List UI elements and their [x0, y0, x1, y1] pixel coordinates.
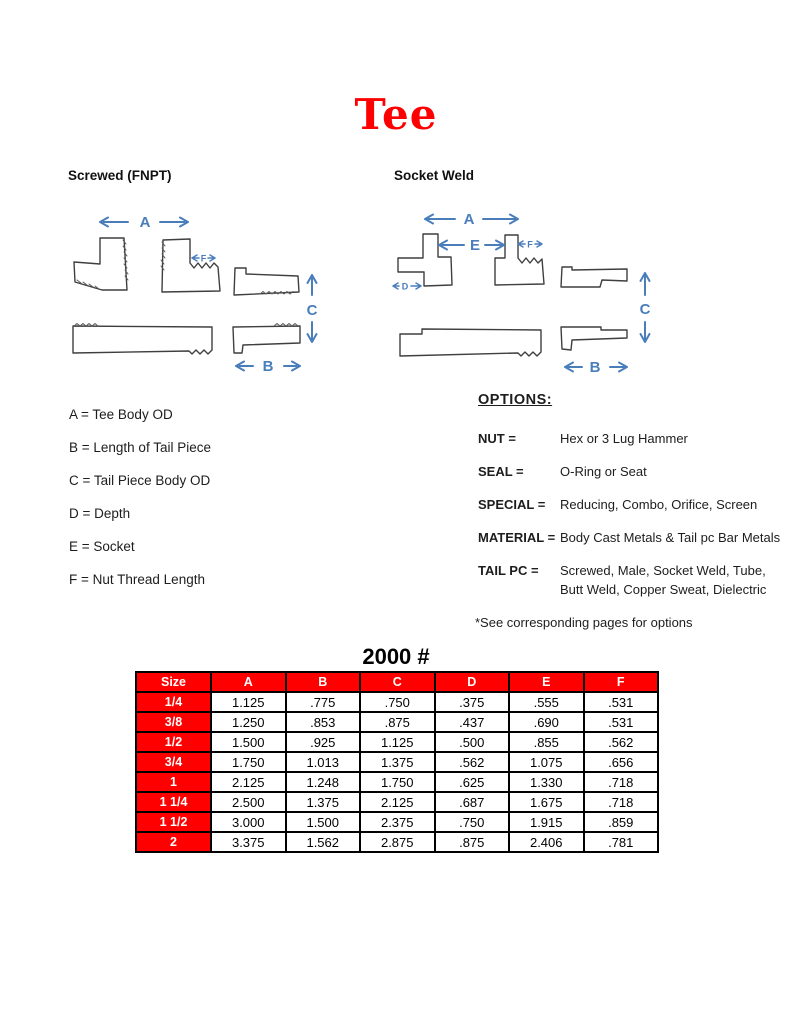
- value-cell: 1.250: [211, 712, 286, 732]
- option-label: NUT =: [478, 431, 516, 446]
- legend-item: F = Nut Thread Length: [69, 572, 205, 587]
- legend-item: A = Tee Body OD: [69, 407, 173, 422]
- value-cell: .925: [286, 732, 361, 752]
- screwed-tailpiece-upper: [234, 268, 299, 295]
- option-value: Screwed, Male, Socket Weld, Tube, Butt Weld, Copper Sweat, Dielectric: [560, 563, 767, 597]
- column-header-f: F: [584, 672, 659, 692]
- column-header-e: E: [509, 672, 584, 692]
- option-row-seal: [478, 462, 790, 481]
- value-cell: 1.248: [286, 772, 361, 792]
- dim-label-c: C: [306, 302, 318, 319]
- screwed-diagram: [60, 206, 332, 384]
- option-value: O-Ring or Seat: [560, 464, 647, 479]
- column-header-a: A: [211, 672, 286, 692]
- options-section: [475, 392, 790, 632]
- value-cell: .781: [584, 832, 659, 852]
- value-cell: 1.375: [286, 792, 361, 812]
- value-cell: .375: [435, 692, 510, 712]
- dim-label-d: D: [401, 281, 409, 292]
- value-cell: .687: [435, 792, 510, 812]
- value-cell: .750: [360, 692, 435, 712]
- option-label: SEAL =: [478, 464, 524, 479]
- value-cell: .875: [360, 712, 435, 732]
- page-title: Tee: [354, 90, 438, 140]
- option-label: MATERIAL =: [478, 530, 556, 545]
- value-cell: 1.330: [509, 772, 584, 792]
- dim-arrow-a: [100, 214, 188, 231]
- options-footnote: *See corresponding pages for options: [475, 615, 693, 630]
- value-cell: .775: [286, 692, 361, 712]
- size-cell: 1 1/2: [136, 812, 211, 832]
- socket-tailpiece-upper: [561, 267, 627, 287]
- dim-label-a: A: [463, 211, 475, 228]
- dim-label-b: B: [589, 359, 601, 376]
- dim-label-e: E: [469, 237, 481, 254]
- option-row-nut: [478, 429, 790, 448]
- screwed-nut-piece: [73, 326, 212, 354]
- option-label: SPECIAL =: [478, 497, 546, 512]
- dim-arrow-a: [425, 211, 518, 228]
- value-cell: .555: [509, 692, 584, 712]
- value-cell: 1.375: [360, 752, 435, 772]
- value-cell: 1.675: [509, 792, 584, 812]
- table-row: [136, 752, 658, 772]
- value-cell: 1.500: [211, 732, 286, 752]
- option-row-tail-pc: [478, 561, 790, 599]
- socket-tailpiece-lower: [561, 327, 627, 350]
- socket-weld-diagram: [388, 206, 680, 384]
- value-cell: .562: [584, 732, 659, 752]
- size-cell: 1 1/4: [136, 792, 211, 812]
- value-cell: 3.000: [211, 812, 286, 832]
- size-cell: 1/2: [136, 732, 211, 752]
- size-cell: 2: [136, 832, 211, 852]
- value-cell: .853: [286, 712, 361, 732]
- value-cell: 1.562: [286, 832, 361, 852]
- value-cell: .690: [509, 712, 584, 732]
- value-cell: 1.125: [360, 732, 435, 752]
- legend-item: B = Length of Tail Piece: [69, 440, 211, 455]
- screwed-diagram-label: Screwed (FNPT): [68, 168, 172, 183]
- option-value: Reducing, Combo, Orifice, Screen: [560, 497, 758, 512]
- value-cell: 3.375: [211, 832, 286, 852]
- socket-nut-piece: [400, 329, 541, 356]
- value-cell: .625: [435, 772, 510, 792]
- size-cell: 3/8: [136, 712, 211, 732]
- value-cell: 2.406: [509, 832, 584, 852]
- value-cell: 2.125: [360, 792, 435, 812]
- table-row: [136, 832, 658, 852]
- dim-arrow-f: [192, 254, 215, 264]
- value-cell: 1.915: [509, 812, 584, 832]
- dim-arrow-d: [393, 282, 421, 292]
- table-row: [136, 732, 658, 752]
- dim-label-b: B: [262, 358, 274, 375]
- dim-label-a: A: [139, 214, 151, 231]
- value-cell: .531: [584, 712, 659, 732]
- screwed-tailpiece-lower: [233, 326, 300, 353]
- dim-arrow-e: [439, 237, 504, 254]
- option-row-special: [478, 495, 790, 514]
- value-cell: 1.075: [509, 752, 584, 772]
- column-header-d: D: [435, 672, 510, 692]
- value-cell: .875: [435, 832, 510, 852]
- option-value: Body Cast Metals & Tail pc Bar Metals: [560, 530, 781, 545]
- table-header-row: [136, 672, 658, 692]
- legend-item: C = Tail Piece Body OD: [69, 473, 211, 488]
- value-cell: 1.013: [286, 752, 361, 772]
- column-header-size: Size: [136, 672, 211, 692]
- value-cell: .859: [584, 812, 659, 832]
- dim-label-f: F: [200, 253, 207, 264]
- value-cell: .718: [584, 772, 659, 792]
- dim-arrow-b: [236, 358, 300, 375]
- options-heading: OPTIONS:: [478, 392, 553, 408]
- dim-arrow-b: [565, 359, 627, 376]
- dim-arrow-f: [518, 240, 542, 250]
- size-cell: 3/4: [136, 752, 211, 772]
- dim-arrow-c: [640, 273, 651, 342]
- value-cell: .531: [584, 692, 659, 712]
- table-row: [136, 812, 658, 832]
- value-cell: 1.750: [211, 752, 286, 772]
- value-cell: .718: [584, 792, 659, 812]
- option-row-material: [478, 528, 790, 547]
- screwed-body-left-half: [74, 238, 127, 290]
- legend-item: D = Depth: [69, 506, 131, 521]
- value-cell: .750: [435, 812, 510, 832]
- dim-label-f: F: [527, 239, 533, 250]
- value-cell: 2.125: [211, 772, 286, 792]
- table-row: [136, 772, 658, 792]
- value-cell: .855: [509, 732, 584, 752]
- value-cell: 2.875: [360, 832, 435, 852]
- value-cell: .437: [435, 712, 510, 732]
- option-label: TAIL PC =: [478, 563, 539, 578]
- value-cell: 2.500: [211, 792, 286, 812]
- legend-item: E = Socket: [69, 539, 135, 554]
- screwed-body-right-half: [162, 239, 220, 292]
- dim-arrow-c: [307, 275, 318, 342]
- table-row: [136, 712, 658, 732]
- table-row: [136, 692, 658, 712]
- value-cell: .562: [435, 752, 510, 772]
- size-cell: 1/4: [136, 692, 211, 712]
- socket-weld-diagram-label: Socket Weld: [394, 168, 475, 183]
- value-cell: 1.500: [286, 812, 361, 832]
- spec-table: [135, 671, 659, 853]
- value-cell: 1.125: [211, 692, 286, 712]
- table-row: [136, 792, 658, 812]
- column-header-c: C: [360, 672, 435, 692]
- table-title: 2000 #: [362, 644, 430, 669]
- value-cell: .656: [584, 752, 659, 772]
- value-cell: .500: [435, 732, 510, 752]
- column-header-b: B: [286, 672, 361, 692]
- dim-label-c: C: [639, 301, 651, 318]
- option-value: Hex or 3 Lug Hammer: [560, 431, 688, 446]
- dimension-legend: [69, 408, 211, 606]
- value-cell: 2.375: [360, 812, 435, 832]
- value-cell: 1.750: [360, 772, 435, 792]
- size-cell: 1: [136, 772, 211, 792]
